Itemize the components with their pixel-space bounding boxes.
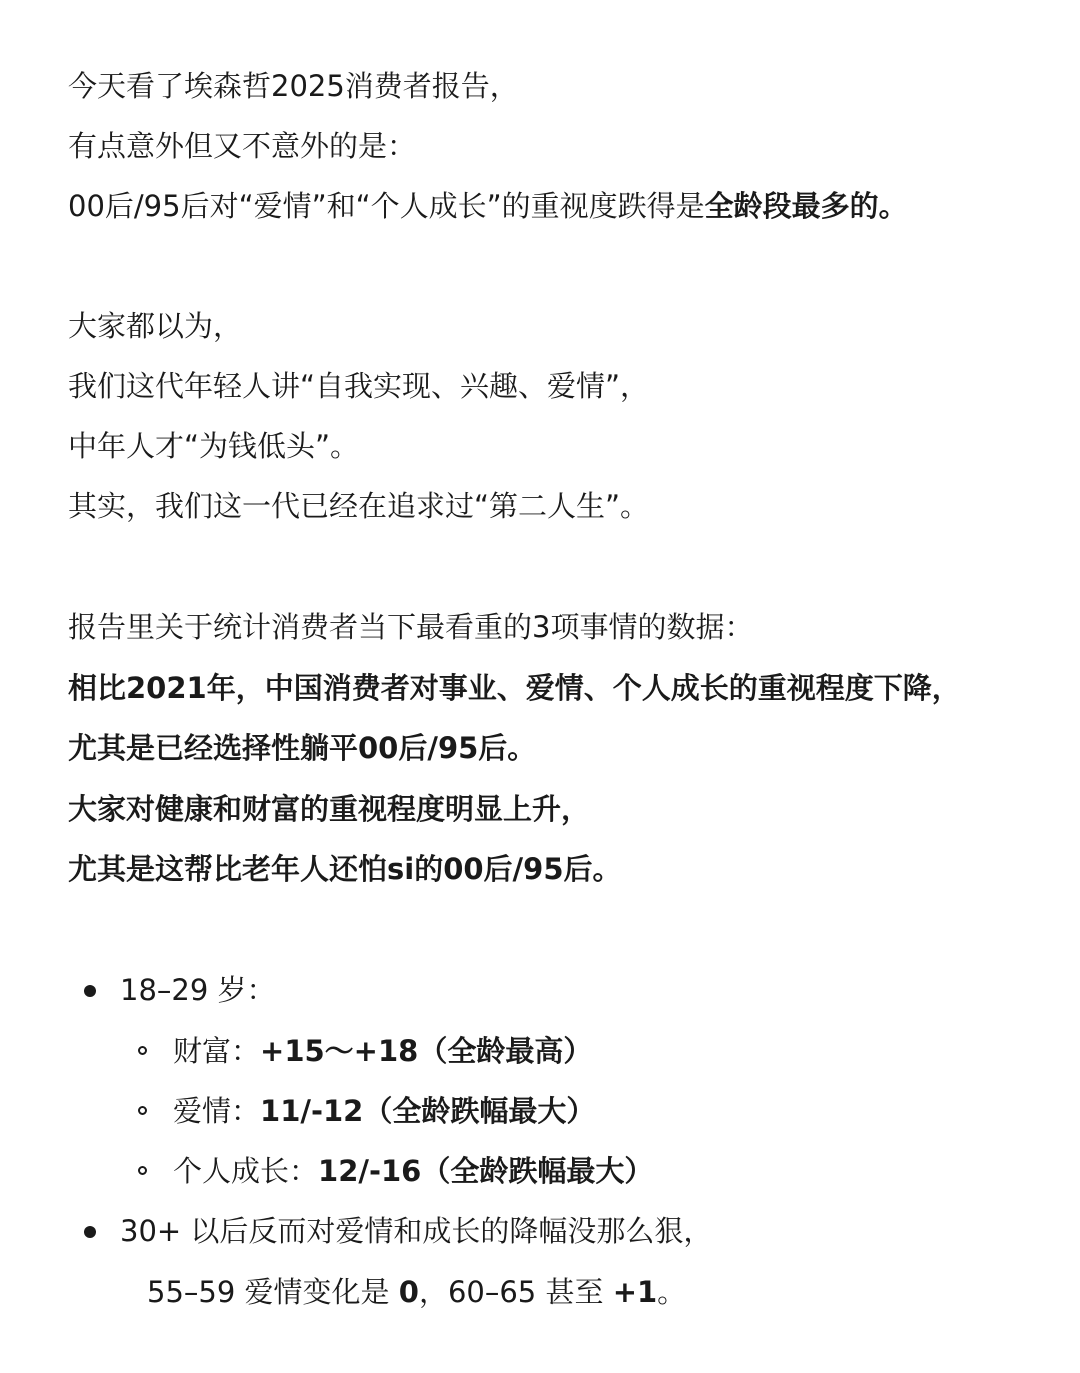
sub-list-label: 爱情： bbox=[173, 1094, 261, 1128]
text-span: 55–59 爱情变化是 bbox=[147, 1275, 399, 1309]
text-line: 大家都以为， bbox=[68, 309, 243, 343]
text-line: 其实，我们这一代已经在追求过“第二人生”。 bbox=[68, 489, 650, 523]
sub-list-label: 个人成长： bbox=[173, 1154, 319, 1188]
bullet-icon bbox=[84, 985, 96, 997]
sub-bullet-icon bbox=[138, 1046, 147, 1055]
bullet-icon bbox=[84, 1226, 96, 1238]
list-item: 18–29 岁： bbox=[120, 973, 276, 1007]
sub-list-item bbox=[173, 1091, 595, 1131]
bold-text: +1 bbox=[612, 1275, 658, 1309]
text-span: ，60–65 甚至 bbox=[418, 1275, 613, 1309]
sub-list-item bbox=[173, 1151, 653, 1191]
list-item: 30+ 以后反而对爱情和成长的降幅没那么狠， bbox=[120, 1214, 713, 1248]
bold-text-line: 尤其是这帮比老年人还怕si的00后/95后。 bbox=[68, 852, 622, 886]
text-span: 00后/95后对“爱情”和“个人成长”的重视度跌得是 bbox=[68, 189, 705, 223]
text-span: 。 bbox=[657, 1275, 687, 1309]
text-line bbox=[68, 186, 908, 226]
sub-bullet-icon bbox=[138, 1106, 147, 1115]
text-line: 今天看了埃森哲2025消费者报告， bbox=[68, 69, 519, 103]
text-line: 我们这代年轻人讲“自我实现、兴趣、爱情”， bbox=[68, 369, 650, 403]
sub-bullet-icon bbox=[138, 1166, 147, 1175]
text-line: 有点意外但又不意外的是： bbox=[68, 129, 417, 163]
sub-list-value: 11/-12（全龄跌幅最大） bbox=[260, 1094, 596, 1128]
text-line: 中年人才“为钱低头”。 bbox=[68, 429, 360, 463]
bold-text: 0 bbox=[398, 1275, 419, 1309]
bold-text-line: 尤其是已经选择性躺平00后/95后。 bbox=[68, 731, 537, 765]
sub-list-value: +15～+18（全龄最高） bbox=[260, 1034, 593, 1068]
sub-list-label: 财富： bbox=[173, 1034, 261, 1068]
bold-text-line: 大家对健康和财富的重视程度明显上升， bbox=[68, 792, 591, 826]
text-line: 报告里关于统计消费者当下最看重的3项事情的数据： bbox=[68, 610, 754, 644]
sub-list-value: 12/-16（全龄跌幅最大） bbox=[318, 1154, 654, 1188]
list-item-continuation bbox=[147, 1272, 686, 1312]
bold-text: 全龄段最多的。 bbox=[704, 189, 908, 223]
bold-text-line: 相比2021年，中国消费者对事业、爱情、个人成长的重视程度下降， bbox=[68, 671, 961, 705]
sub-list-item bbox=[173, 1031, 592, 1071]
